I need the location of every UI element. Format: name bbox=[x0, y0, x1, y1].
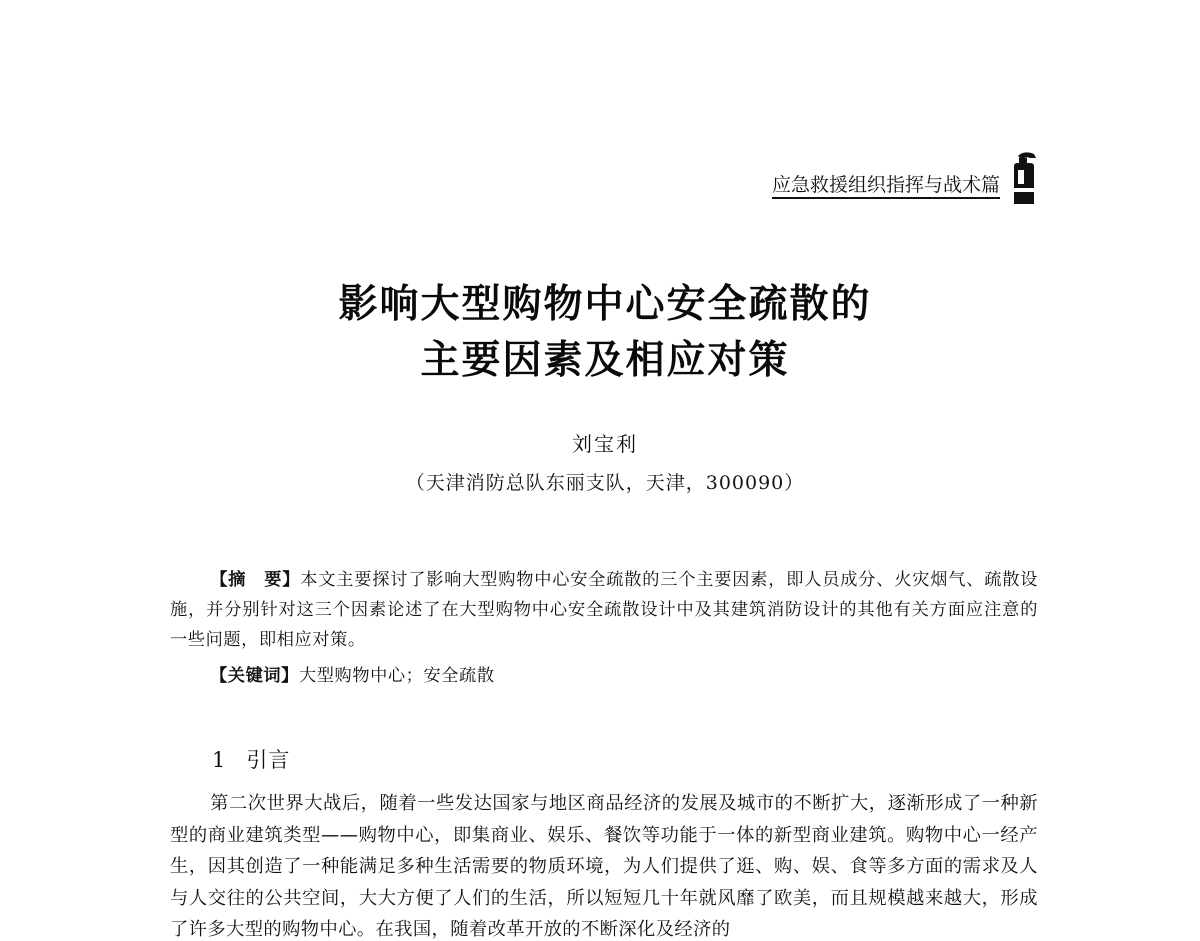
keywords bbox=[210, 661, 1010, 691]
title-line-2: 主要因素及相应对策 bbox=[420, 337, 790, 383]
fire-extinguisher-icon bbox=[1004, 150, 1044, 206]
author-name: 刘宝利 bbox=[572, 432, 638, 456]
running-header bbox=[700, 170, 1000, 197]
keywords-label: 【关键词】 bbox=[210, 666, 299, 686]
section-number: 1 bbox=[212, 748, 227, 772]
abstract-text: 本文主要探讨了影响大型购物中心安全疏散的三个主要因素，即人员成分、火灾烟气、疏散设施，并分别针对这三个因素论述了在大型购物中心安全疏散设计中及其建筑消防设计的其他有关方面应注意的一些问题，即相应对策。 bbox=[170, 570, 1038, 650]
section-title: 引言 bbox=[246, 748, 291, 772]
abstract-label: 【摘 要】 bbox=[210, 570, 301, 590]
keywords-text: 大型购物中心；安全疏散 bbox=[298, 666, 495, 686]
title-line-1: 影响大型购物中心安全疏散的 bbox=[338, 281, 872, 327]
paper-title bbox=[200, 276, 1010, 388]
body-paragraph bbox=[170, 788, 1038, 941]
author-affiliation: （天津消防总队东丽支队，天津，300090） bbox=[405, 472, 805, 494]
section-heading bbox=[212, 744, 290, 774]
abstract bbox=[170, 565, 1038, 655]
body-paragraph-text: 第二次世界大战后，随着一些发达国家与地区商品经济的发展及城市的不断扩大，逐渐形成了一种新型的商业建筑类型——购物中心，即集商业、娱乐、餐饮等功能于一体的新型商业建筑。购物中心一经产生，因其创造了一种能满足多种生活需要的物质环境，为人们提供了逛、购、娱、食等多方面的需求及人与人交往的公共空间，大大方便了人们的生活，所以短短几十年就风靡了欧美，而且规模越来越大，形成了许多大型的购物中心。在我国，随着改革开放的不断深化及经济的 bbox=[170, 793, 1038, 940]
section-label: 应急救援组织指挥与战术篇 bbox=[772, 174, 1000, 199]
